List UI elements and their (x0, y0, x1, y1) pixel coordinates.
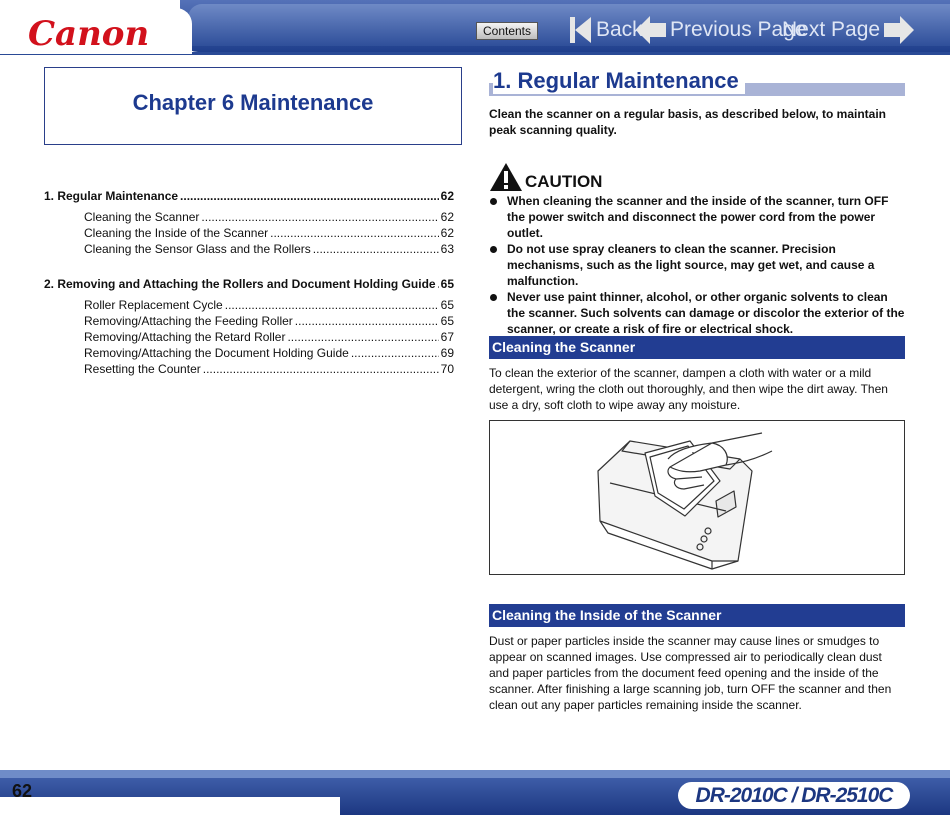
toc-entry[interactable] (44, 226, 454, 242)
caution-item: When cleaning the scanner and the inside of the scanner, turn OFF the power switch and disconnect the power cord from the power outlet. (489, 193, 905, 241)
toc-leader-dots (438, 277, 439, 291)
toc-entry-title: Resetting the Counter (84, 362, 201, 376)
toc-leader-dots (313, 242, 439, 256)
page-number: 62 (12, 781, 33, 801)
toc-entry-page: 62 (440, 210, 454, 224)
toc-entry-title: 1. Regular Maintenance (44, 189, 179, 203)
toc-entry-page: 62 (440, 226, 454, 240)
table-of-contents (44, 189, 454, 378)
back-button[interactable] (570, 14, 643, 46)
toc-entry-title: Removing/Attaching the Feeding Roller (84, 314, 293, 328)
scanner-cleaning-illustration (489, 420, 905, 575)
scanner-wipe-drawing (490, 421, 904, 574)
chapter-title: Chapter 6 Maintenance (132, 90, 374, 115)
toc-chapter-entry[interactable] (44, 277, 454, 293)
previous-page-label: Previous Page (670, 18, 807, 41)
toc-entry-title: Cleaning the Scanner (84, 210, 200, 224)
toc-leader-dots (203, 362, 439, 376)
toc-leader-dots (270, 226, 439, 240)
footer-highlight (0, 770, 950, 778)
toc-entry-title: Removing/Attaching the Retard Roller (84, 330, 286, 344)
cleaning-inside-text: Dust or paper particles inside the scanner may cause lines or smudges to appear on scanned images. Use compressed air to periodically clean dust and paper particles from the document feed opening and the inside of the scanner. After finishing a large scanning job, turn OFF the scanner and then clean out any paper particles remaining inside the scanner. (489, 634, 892, 712)
toc-entry[interactable] (44, 330, 454, 346)
header (0, 0, 950, 58)
toc-entry-page: 63 (440, 242, 454, 256)
toc-entry[interactable] (44, 210, 454, 226)
toc-chapter-entry[interactable] (44, 189, 454, 205)
cleaning-scanner-heading: Cleaning the Scanner (489, 336, 905, 359)
toc-spacer (44, 258, 454, 277)
next-page-label: Next Page (782, 18, 881, 41)
back-label: Back (596, 18, 643, 41)
caution-item: Never use paint thinner, alcohol, or other organic solvents to clean the scanner. Such solvents can damage or discolor the exterior of the scanner, or create a risk of fire or electrical shock. (489, 289, 905, 337)
toc-leader-dots (201, 210, 438, 224)
toc-leader-dots (295, 314, 439, 328)
cleaning-inside-heading: Cleaning the Inside of the Scanner (489, 604, 905, 627)
cleaning-scanner-text: To clean the exterior of the scanner, dampen a cloth with water or a mild detergent, wring the cloth out thoroughly, and then wipe the dirt away. Then use a dry, soft cloth to wipe away any moisture. (489, 366, 888, 412)
section-title: 1. Regular Maintenance (493, 68, 745, 94)
toc-entry[interactable] (44, 314, 454, 330)
section-title-block (489, 68, 905, 98)
caution-label: CAUTION (525, 172, 603, 191)
toc-entry-title: 2. Removing and Attaching the Rollers and Document Holding Guide (44, 277, 436, 291)
warning-triangle-icon (489, 162, 523, 192)
toc-leader-dots (225, 298, 439, 312)
chapter-title-box (44, 67, 462, 145)
toc-entry[interactable] (44, 242, 454, 258)
next-page-button[interactable] (782, 14, 918, 46)
toc-entry-page: 65 (440, 277, 454, 291)
toc-entry[interactable] (44, 362, 454, 378)
left-arrow-icon (636, 16, 666, 44)
contents-button[interactable]: Contents (476, 22, 538, 40)
toc-entry-page: 62 (440, 189, 454, 203)
caution-heading (489, 158, 602, 192)
back-arrow-icon (570, 15, 592, 45)
toc-entry-title: Roller Replacement Cycle (84, 298, 223, 312)
toc-entry-page: 70 (440, 362, 454, 376)
toc-entry-page: 65 (440, 314, 454, 328)
toc-entry-title: Cleaning the Inside of the Scanner (84, 226, 269, 240)
toc-leader-dots (351, 346, 439, 360)
toc-entry-page: 67 (440, 330, 454, 344)
section-intro: Clean the scanner on a regular basis, as described below, to maintain peak scanning quality. (489, 107, 887, 137)
footer-left-tab (0, 797, 340, 815)
toc-leader-dots (180, 189, 439, 203)
canon-logo: Canon (28, 14, 150, 54)
caution-item: Do not use spray cleaners to clean the scanner. Precision mechanisms, such as the light source, may get wet, and cause a malfunction. (489, 241, 905, 289)
previous-page-button[interactable] (636, 14, 807, 46)
toc-entry[interactable] (44, 298, 454, 314)
model-name-badge: DR-2010C / DR-2510C (678, 782, 910, 809)
toc-entry-page: 69 (440, 346, 454, 360)
toc-entry[interactable] (44, 346, 454, 362)
toc-entry-page: 65 (440, 298, 454, 312)
right-arrow-icon (884, 16, 914, 44)
caution-list (489, 193, 905, 337)
toc-entry-title: Cleaning the Sensor Glass and the Rollers (84, 242, 311, 256)
toc-entry-title: Removing/Attaching the Document Holding Guide (84, 346, 349, 360)
toc-leader-dots (287, 330, 438, 344)
